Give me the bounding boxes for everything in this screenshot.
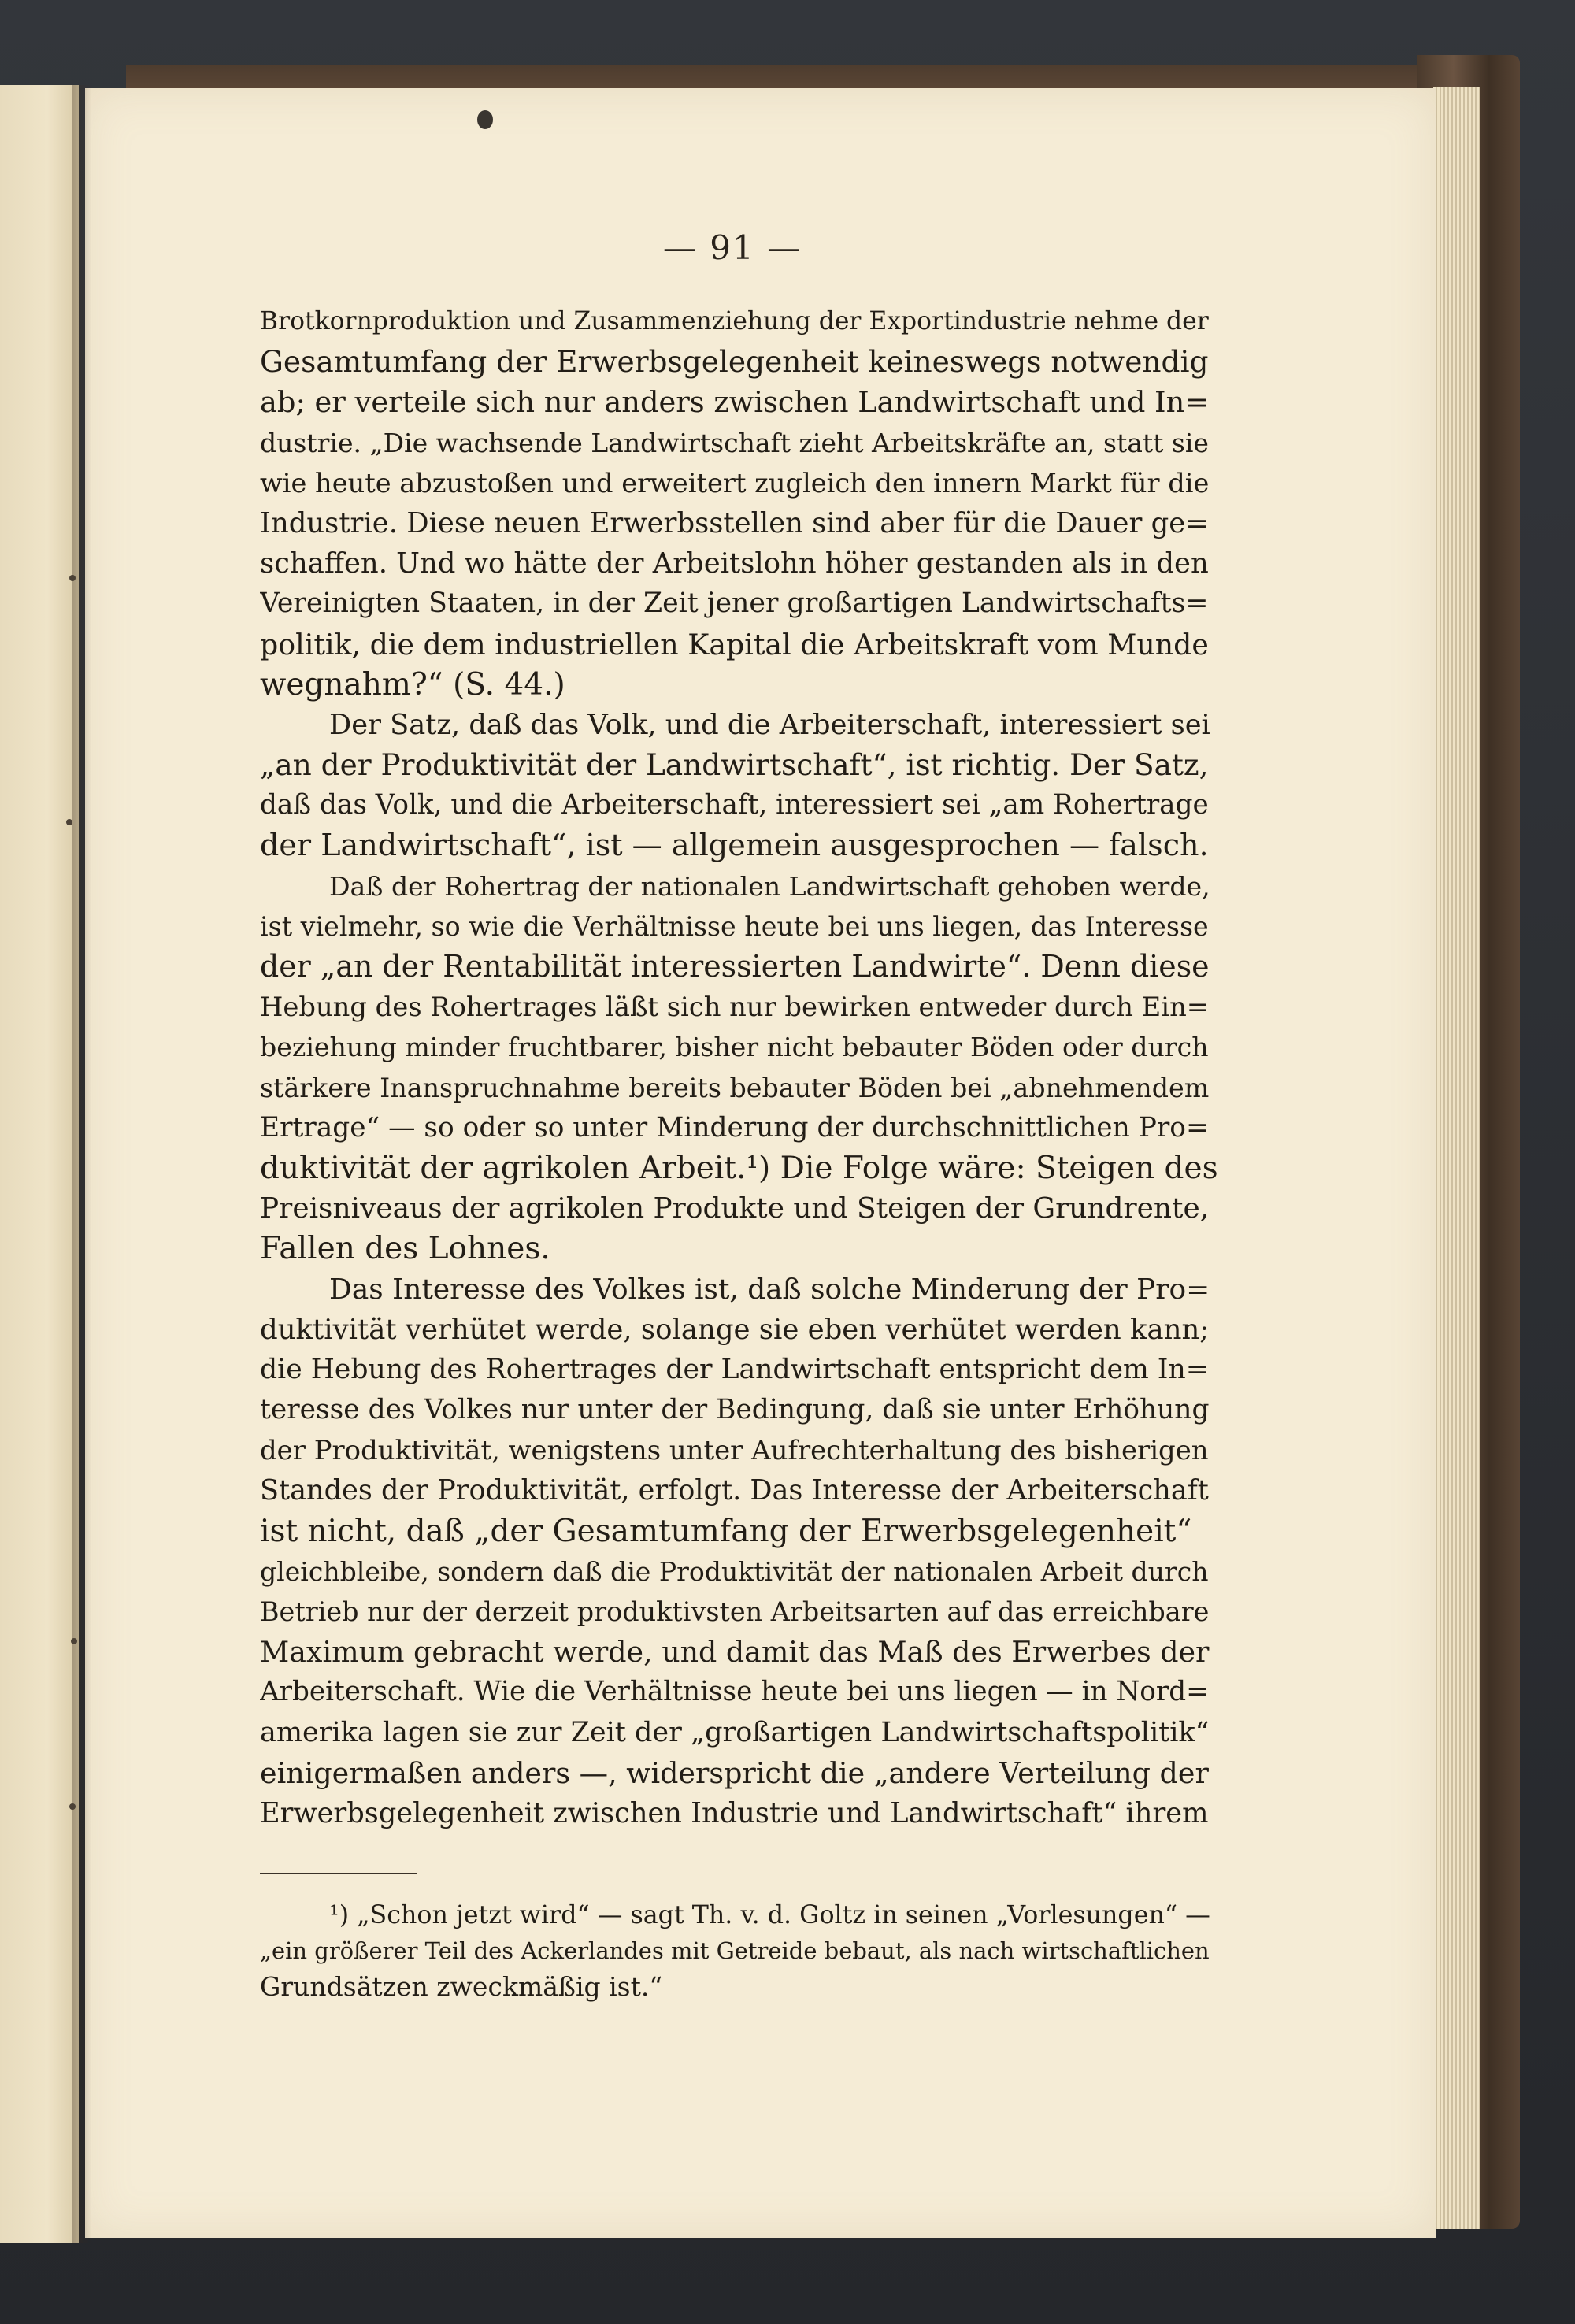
stacked-page-edges (1433, 87, 1480, 2229)
text-line: gleichbleibe, sondern daß die Produktivität der nationalen Arbeit durch (260, 1555, 1209, 1587)
text-line: Maximum gebracht werde, und damit das Maß des Erwerbes der (260, 1635, 1210, 1670)
footnote-line: ¹) „Schon jetzt wird“ — sagt Th. v. d. Goltz in seinen „Vorlesungen“ — (329, 1901, 1210, 1929)
text-line: ist vielmehr, so wie die Verhältnisse heute bei uns liegen, das Interesse (260, 910, 1209, 942)
text-line: Standes der Produktivität, erfolgt. Das Interesse der Arbeiterschaft (260, 1474, 1209, 1507)
text-line: daß das Volk, und die Arbeiterschaft, interessiert sei „am Rohertrage (260, 789, 1209, 821)
text-line: Arbeiterschaft. Wie die Verhältnisse heute bei uns liegen — in Nord= (260, 1676, 1209, 1708)
text-line: ist nicht, daß „der Gesamtumfang der Erwerbsgelegenheit“ (260, 1513, 1192, 1549)
text-line: der Landwirtschaft“, ist — allgemein ausgesprochen — falsch. (260, 828, 1209, 863)
text-line: Daß der Rohertrag der nationalen Landwirtschaft gehoben werde, (329, 870, 1210, 902)
text-line: amerika lagen sie zur Zeit der „großartigen Landwirtschaftspolitik“ (260, 1716, 1210, 1748)
margin-speck (69, 575, 76, 581)
footnotes (260, 1898, 1228, 2004)
text-line: duktivität verhütet werde, solange sie eben verhütet werden kann; (260, 1313, 1210, 1346)
text-line: Der Satz, daß das Volk, und die Arbeiterschaft, interessiert sei (329, 708, 1210, 741)
text-line: einigermaßen anders —, widerspricht die „andere Verteilung der (260, 1755, 1209, 1790)
text-line: politik, die dem industriellen Kapital die Arbeitskraft vom Munde (260, 627, 1209, 662)
text-line: Das Interesse des Volkes ist, daß solche Minderung der Pro= (329, 1273, 1210, 1306)
footnote-separator (260, 1873, 417, 1874)
text-line: Hebung des Rohertrages läßt sich nur bewirken entweder durch Ein= (260, 991, 1210, 1023)
text-line: Betrieb nur der derzeit produktivsten Arbeitsarten auf das erreichbare (260, 1596, 1210, 1627)
margin-speck (71, 1638, 77, 1644)
text-line: beziehung minder fruchtbarer, bisher nicht bebauter Böden oder durch (260, 1032, 1209, 1063)
text-line: der „an der Rentabilität interessierten Landwirte“. Denn diese (260, 949, 1210, 984)
margin-speck (69, 1803, 76, 1810)
text-line: duktivität der agrikolen Arbeit.¹) Die Folge wäre: Steigen des (260, 1150, 1218, 1186)
text-line: der Produktivität, wenigstens unter Aufrechterhaltung des bisherigen (260, 1435, 1209, 1466)
text-line: ab; er verteile sich nur anders zwischen Landwirtschaft und In= (260, 385, 1210, 420)
text-line: teresse des Volkes nur unter der Bedingung, daß sie unter Erhöhung (260, 1394, 1210, 1426)
margin-speck (66, 819, 72, 825)
text-line: wie heute abzustoßen und erweitert zugleich den innern Markt für die (260, 467, 1210, 499)
gutter-shadow (72, 85, 91, 2243)
text-line: Erwerbsgelegenheit zwischen Industrie und Landwirtschaft“ ihrem (260, 1796, 1209, 1829)
text-line: Fallen des Lohnes. (260, 1231, 550, 1267)
binding-hole (477, 110, 493, 129)
text-line: Ertrage“ — so oder so unter Minderung der durchschnittlichen Pro= (260, 1111, 1209, 1143)
text-line: schaffen. Und wo hätte der Arbeitslohn höher gestanden als in den (260, 547, 1209, 580)
text-line: Industrie. Diese neuen Erwerbsstellen sind aber für die Dauer ge= (260, 506, 1209, 539)
text-line: Gesamtumfang der Erwerbsgelegenheit keineswegs notwendig (260, 344, 1209, 380)
body-text (260, 302, 1228, 1833)
text-line: Preisniveaus der agrikolen Produkte und Steigen der Grundrente, (260, 1192, 1210, 1225)
text-line: stärkere Inanspruchnahme bereits bebauter Böden bei „abnehmendem (260, 1072, 1210, 1103)
text-line: Brotkornproduktion und Zusammenziehung der Exportindustrie nehme der (260, 307, 1209, 335)
text-line: dustrie. „Die wachsende Landwirtschaft zieht Arbeitskräfte an, statt sie (260, 427, 1209, 458)
footnote-line: „ein größerer Teil des Ackerlandes mit Getreide bebaut, als nach wirtschaftlichen (260, 1937, 1210, 1964)
footnote-line: Grundsätzen zweckmäßig ist.“ (260, 1971, 663, 2002)
page-number: — 91 — (662, 228, 802, 267)
text-line: Vereinigten Staaten, in der Zeit jener großartigen Landwirtschafts= (260, 587, 1209, 620)
text-line: die Hebung des Rohertrages der Landwirtschaft entspricht dem In= (260, 1353, 1209, 1385)
text-line: wegnahm?“ (S. 44.) (260, 666, 565, 702)
text-line: „an der Produktivität der Landwirtschaft“, ist richtig. Der Satz, (260, 747, 1209, 783)
facing-page-sliver (0, 85, 79, 2243)
